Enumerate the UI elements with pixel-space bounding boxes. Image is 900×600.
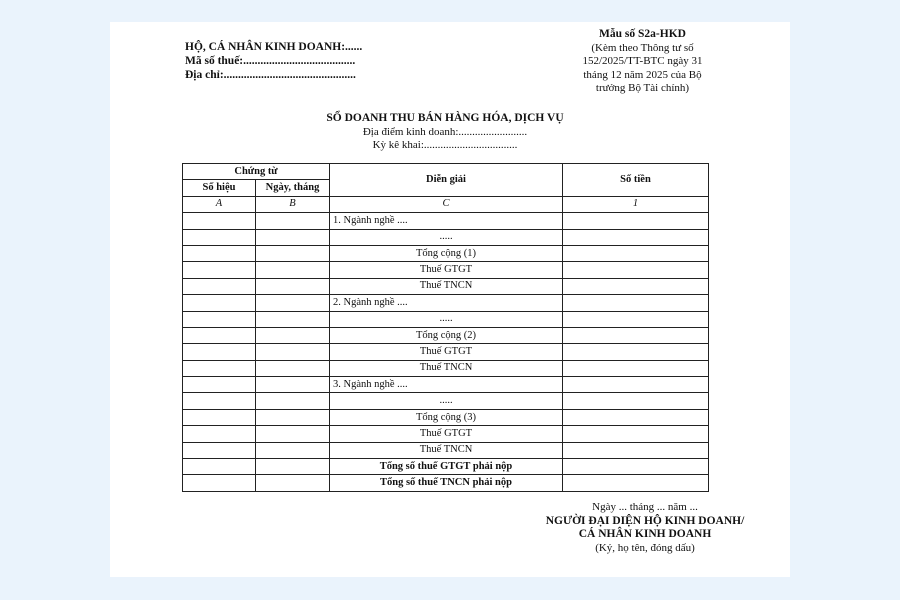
- amount-cell: [563, 327, 709, 343]
- form-code: Mẫu số S2a-HKD: [599, 28, 686, 40]
- amount-header: Số tiền: [563, 164, 709, 197]
- amount-cell: [563, 393, 709, 409]
- table-row: [183, 442, 709, 458]
- declaration-period: Kỳ kê khai:..................................: [372, 139, 518, 151]
- voucher-date-cell: [256, 409, 330, 425]
- address-line: Địa chỉ:..............................................: [185, 69, 356, 81]
- description-cell: Tổng cộng (1): [330, 245, 563, 261]
- table-row: [183, 393, 709, 409]
- voucher-number-cell: [183, 327, 256, 343]
- table-row: [183, 409, 709, 425]
- voucher-number-cell: [183, 295, 256, 311]
- description-cell: Tổng cộng (2): [330, 327, 563, 343]
- amount-cell: [563, 360, 709, 376]
- tax-code-line: Mã số thuế:.......................................: [185, 55, 356, 67]
- voucher-date-cell: [256, 278, 330, 294]
- voucher-number-cell: [183, 262, 256, 278]
- business-location: Địa điểm kinh doanh:.........................: [362, 125, 528, 138]
- description-cell: 1. Ngành nghề ....: [330, 213, 563, 229]
- voucher-number-cell: [183, 393, 256, 409]
- table-row: [183, 344, 709, 360]
- table-row: [183, 426, 709, 442]
- voucher-date-header: Ngày, tháng: [256, 180, 330, 196]
- amount-cell: [563, 295, 709, 311]
- signer-title: CÁ NHÂN KINH DOANH: [578, 528, 712, 540]
- date-line: Ngày ... tháng ... năm ...: [592, 501, 698, 513]
- amount-cell: [563, 344, 709, 360]
- form-ref-line: (Kèm theo Thông tư số: [591, 41, 694, 54]
- table-row: [183, 295, 709, 311]
- table-row: [183, 327, 709, 343]
- amount-cell: [563, 245, 709, 261]
- amount-cell: [563, 278, 709, 294]
- table-row: [183, 459, 709, 475]
- business-name-line: HỘ, CÁ NHÂN KINH DOANH:......: [185, 41, 363, 53]
- amount-cell: [563, 442, 709, 458]
- voucher-date-cell: [256, 459, 330, 475]
- column-code: A: [183, 196, 256, 212]
- description-cell: Tổng số thuế GTGT phải nộp: [330, 459, 563, 475]
- column-code: C: [330, 196, 563, 212]
- description-cell: Tổng cộng (3): [330, 409, 563, 425]
- column-code: B: [256, 196, 330, 212]
- voucher-date-cell: [256, 262, 330, 278]
- business-info: [185, 40, 362, 82]
- table-row: [183, 377, 709, 393]
- description-cell: Thuế GTGT: [330, 344, 563, 360]
- description-cell: Thuế GTGT: [330, 426, 563, 442]
- voucher-date-cell: [256, 311, 330, 327]
- voucher-number-cell: [183, 426, 256, 442]
- description-cell: Thuế GTGT: [330, 262, 563, 278]
- amount-cell: [563, 311, 709, 327]
- voucher-date-cell: [256, 442, 330, 458]
- voucher-date-cell: [256, 393, 330, 409]
- voucher-number-cell: [183, 245, 256, 261]
- amount-cell: [563, 475, 709, 491]
- voucher-number-cell: [183, 377, 256, 393]
- form-ref-line: trưởng Bộ Tài chính): [595, 82, 690, 94]
- description-cell: Thuế TNCN: [330, 278, 563, 294]
- voucher-number-cell: [183, 459, 256, 475]
- voucher-date-cell: [256, 245, 330, 261]
- voucher-date-cell: [256, 426, 330, 442]
- table-row: [183, 262, 709, 278]
- table-row: [183, 360, 709, 376]
- table-row: [183, 229, 709, 245]
- description-cell: Thuế TNCN: [330, 360, 563, 376]
- amount-cell: [563, 213, 709, 229]
- document-title: SỔ DOANH THU BÁN HÀNG HÓA, DỊCH VỤ: [326, 112, 564, 124]
- amount-cell: [563, 409, 709, 425]
- voucher-number-cell: [183, 311, 256, 327]
- revenue-table: [182, 163, 709, 492]
- table-row: [183, 213, 709, 229]
- amount-cell: [563, 459, 709, 475]
- voucher-number-cell: [183, 213, 256, 229]
- voucher-date-cell: [256, 229, 330, 245]
- table-row: [183, 311, 709, 327]
- description-cell: .....: [330, 229, 563, 245]
- form-ref-line: tháng 12 năm 2025 của Bộ: [583, 68, 702, 81]
- amount-cell: [563, 377, 709, 393]
- title-block: [260, 112, 630, 153]
- voucher-number-cell: [183, 360, 256, 376]
- voucher-date-cell: [256, 360, 330, 376]
- amount-cell: [563, 262, 709, 278]
- voucher-date-cell: [256, 377, 330, 393]
- signature-block: [520, 501, 770, 555]
- voucher-header: Chứng từ: [183, 164, 330, 180]
- description-cell: Thuế TNCN: [330, 442, 563, 458]
- voucher-number-cell: [183, 475, 256, 491]
- voucher-date-cell: [256, 327, 330, 343]
- voucher-number-cell: [183, 278, 256, 294]
- document-page: [110, 22, 790, 577]
- amount-cell: [563, 426, 709, 442]
- description-cell: 3. Ngành nghề ....: [330, 377, 563, 393]
- table-row: [183, 245, 709, 261]
- voucher-date-cell: [256, 213, 330, 229]
- voucher-number-cell: [183, 442, 256, 458]
- description-cell: .....: [330, 393, 563, 409]
- description-cell: 2. Ngành nghề ....: [330, 295, 563, 311]
- voucher-date-cell: [256, 475, 330, 491]
- column-code: 1: [563, 196, 709, 212]
- voucher-date-cell: [256, 295, 330, 311]
- voucher-number-cell: [183, 409, 256, 425]
- description-header: Diễn giải: [330, 164, 563, 197]
- signature-note: (Ký, họ tên, đóng dấu): [595, 541, 695, 554]
- voucher-number-cell: [183, 229, 256, 245]
- amount-cell: [563, 229, 709, 245]
- table-row: [183, 278, 709, 294]
- form-ref-line: 152/2025/TT-BTC ngày 31: [582, 55, 703, 67]
- signer-title: NGƯỜI ĐẠI DIỆN HỘ KINH DOANH/: [545, 514, 745, 527]
- form-reference: [555, 28, 730, 96]
- voucher-date-cell: [256, 344, 330, 360]
- description-cell: .....: [330, 311, 563, 327]
- voucher-number-header: Số hiệu: [183, 180, 256, 196]
- description-cell: Tổng số thuế TNCN phải nộp: [330, 475, 563, 491]
- voucher-number-cell: [183, 344, 256, 360]
- table-row: [183, 475, 709, 491]
